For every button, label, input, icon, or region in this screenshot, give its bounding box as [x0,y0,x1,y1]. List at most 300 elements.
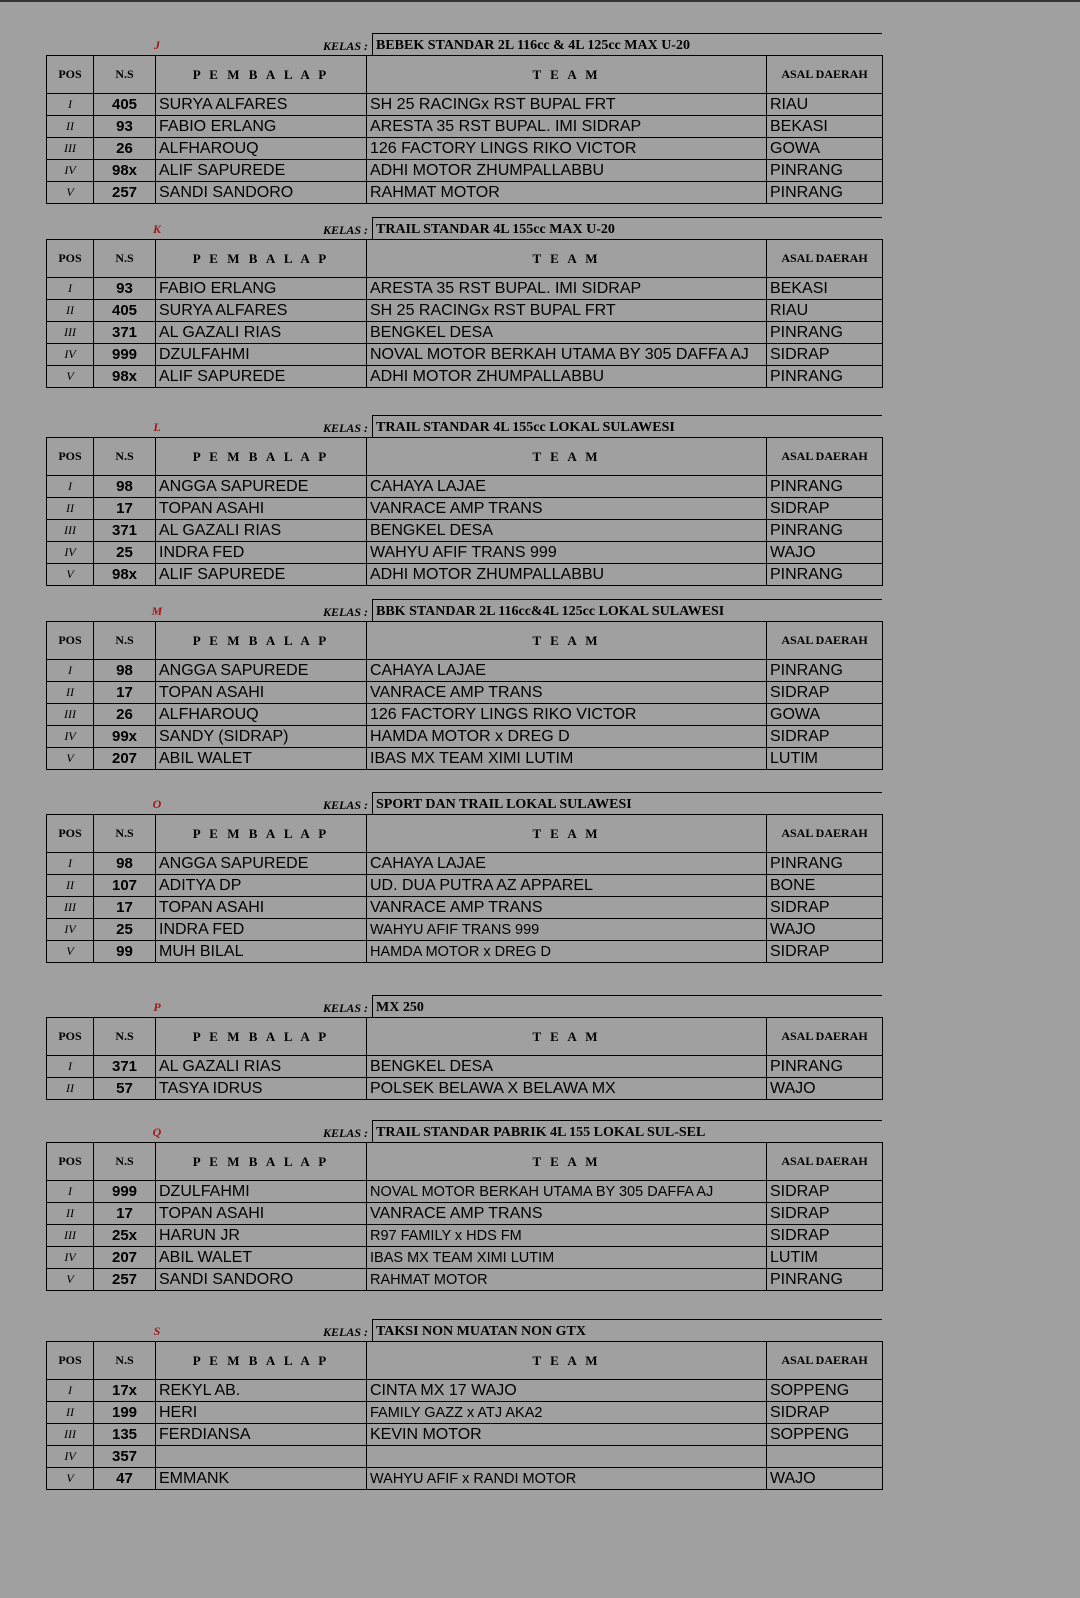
header-pos: POS [47,1018,94,1056]
rider-name-cell: ALIF SAPUREDE [156,564,367,586]
rider-name-cell: ADITYA DP [156,875,367,897]
position-cell: I [47,476,94,498]
start-number-cell: 25x [94,1225,156,1247]
origin-cell: WAJO [767,1078,883,1100]
team-cell: CINTA MX 17 WAJO [367,1380,767,1402]
header-pembalap: P E M B A L A P [156,815,367,853]
position-cell: V [47,564,94,586]
kelas-label: KELAS : [322,39,368,53]
team-cell: CAHAYA LAJAE [367,853,767,875]
origin-cell: BONE [767,875,883,897]
start-number-cell: 999 [94,344,156,366]
position-cell: V [47,1269,94,1291]
origin-cell: SIDRAP [767,1402,883,1424]
origin-cell: PINRANG [767,1056,883,1078]
class-letter: P [153,1000,161,1014]
team-cell: ARESTA 35 RST BUPAL. IMI SIDRAP [367,278,767,300]
kelas-header [46,599,882,621]
kelas-label: KELAS : [322,605,368,619]
position-cell: I [47,94,94,116]
origin-cell: PINRANG [767,520,883,542]
start-number-cell: 199 [94,1402,156,1424]
header-row [47,622,883,660]
header-pembalap: P E M B A L A P [156,56,367,94]
class-letter: S [153,1324,161,1338]
result-section [46,995,882,1100]
header-team: T E A M [367,1143,767,1181]
header-row [47,1018,883,1056]
team-cell: ADHI MOTOR ZHUMPALLABBU [367,564,767,586]
start-number-cell: 371 [94,322,156,344]
position-cell: II [47,1203,94,1225]
result-section [46,1319,882,1490]
team-cell: KEVIN MOTOR [367,1424,767,1446]
header-row [47,240,883,278]
table-row [47,1056,883,1078]
result-section [46,33,882,204]
start-number-cell: 26 [94,704,156,726]
kelas-label: KELAS : [322,798,368,812]
header-ns: N.S [94,1018,156,1056]
rider-name-cell: TOPAN ASAHI [156,897,367,919]
header-pembalap: P E M B A L A P [156,622,367,660]
start-number-cell: 17 [94,1203,156,1225]
start-number-cell: 17 [94,682,156,704]
header-row [47,815,883,853]
header-asal-daerah: ASAL DAERAH [767,815,883,853]
header-ns: N.S [94,1342,156,1380]
origin-cell: SIDRAP [767,498,883,520]
start-number-cell: 257 [94,1269,156,1291]
start-number-cell: 135 [94,1424,156,1446]
team-cell: BENGKEL DESA [367,1056,767,1078]
table-row [47,1446,883,1468]
origin-cell: WAJO [767,1468,883,1490]
team-cell: BENGKEL DESA [367,322,767,344]
position-cell: II [47,1078,94,1100]
team-cell: UD. DUA PUTRA AZ APPAREL [367,875,767,897]
header-asal-daerah: ASAL DAERAH [767,1143,883,1181]
kelas-header [46,1120,882,1142]
header-ns: N.S [94,622,156,660]
table-row [47,1402,883,1424]
class-letter: M [151,604,163,618]
position-cell: I [47,853,94,875]
header-asal-daerah: ASAL DAERAH [767,438,883,476]
table-row [47,726,883,748]
table-row [47,1247,883,1269]
position-cell: II [47,498,94,520]
origin-cell: SIDRAP [767,941,883,963]
rider-name-cell: ALFHAROUQ [156,704,367,726]
start-number-cell: 207 [94,1247,156,1269]
class-name: TRAIL STANDAR 4L 155cc LOKAL SULAWESI [372,415,882,437]
header-pos: POS [47,240,94,278]
origin-cell: GOWA [767,138,883,160]
result-section [46,792,882,963]
position-cell: V [47,748,94,770]
rider-name-cell: HERI [156,1402,367,1424]
start-number-cell: 47 [94,1468,156,1490]
origin-cell: PINRANG [767,1269,883,1291]
origin-cell: PINRANG [767,160,883,182]
team-cell: FAMILY GAZZ x ATJ AKA2 [367,1402,767,1424]
position-cell: III [47,1424,94,1446]
table-row [47,1468,883,1490]
start-number-cell: 405 [94,300,156,322]
table-row [47,278,883,300]
position-cell: III [47,520,94,542]
origin-cell: SOPPENG [767,1380,883,1402]
team-cell: VANRACE AMP TRANS [367,897,767,919]
header-asal-daerah: ASAL DAERAH [767,56,883,94]
position-cell: I [47,278,94,300]
rider-name-cell: TOPAN ASAHI [156,682,367,704]
team-cell: ADHI MOTOR ZHUMPALLABBU [367,160,767,182]
header-team: T E A M [367,1342,767,1380]
header-ns: N.S [94,438,156,476]
header-row [47,1342,883,1380]
header-ns: N.S [94,56,156,94]
table-row [47,875,883,897]
class-letter: Q [152,1125,162,1139]
team-cell: POLSEK BELAWA X BELAWA MX [367,1078,767,1100]
rider-name-cell: INDRA FED [156,919,367,941]
start-number-cell: 98x [94,564,156,586]
rider-name-cell: ABIL WALET [156,1247,367,1269]
origin-cell: SIDRAP [767,897,883,919]
team-cell: NOVAL MOTOR BERKAH UTAMA BY 305 DAFFA AJ [367,1181,767,1203]
results-table [46,621,883,770]
result-section [46,599,882,770]
table-row [47,138,883,160]
rider-name-cell: TASYA IDRUS [156,1078,367,1100]
header-team: T E A M [367,56,767,94]
team-cell: BENGKEL DESA [367,520,767,542]
position-cell: III [47,138,94,160]
team-cell: SH 25 RACINGx RST BUPAL FRT [367,94,767,116]
position-cell: II [47,116,94,138]
header-team: T E A M [367,438,767,476]
origin-cell: PINRANG [767,564,883,586]
table-row [47,300,883,322]
kelas-label: KELAS : [322,1325,368,1339]
header-team: T E A M [367,622,767,660]
start-number-cell: 107 [94,875,156,897]
origin-cell: GOWA [767,704,883,726]
origin-cell: SOPPENG [767,1424,883,1446]
results-table [46,239,883,388]
rider-name-cell: FERDIANSA [156,1424,367,1446]
start-number-cell: 99 [94,941,156,963]
origin-cell: BEKASI [767,278,883,300]
table-row [47,1380,883,1402]
origin-cell: PINRANG [767,660,883,682]
start-number-cell: 26 [94,138,156,160]
start-number-cell: 371 [94,1056,156,1078]
position-cell: IV [47,542,94,564]
header-asal-daerah: ASAL DAERAH [767,1018,883,1056]
origin-cell: LUTIM [767,1247,883,1269]
rider-name-cell: SANDI SANDORO [156,1269,367,1291]
start-number-cell: 17 [94,897,156,919]
team-cell: WAHYU AFIF TRANS 999 [367,919,767,941]
kelas-header [46,33,882,55]
table-row [47,1203,883,1225]
position-cell: IV [47,726,94,748]
table-row [47,520,883,542]
rider-name-cell: DZULFAHMI [156,1181,367,1203]
header-row [47,438,883,476]
position-cell: III [47,704,94,726]
rider-name-cell: ANGGA SAPUREDE [156,853,367,875]
position-cell: II [47,300,94,322]
table-row [47,160,883,182]
header-pos: POS [47,815,94,853]
start-number-cell: 405 [94,94,156,116]
rider-name-cell: AL GAZALI RIAS [156,322,367,344]
class-name: SPORT DAN TRAIL LOKAL SULAWESI [372,792,882,814]
origin-cell: SIDRAP [767,726,883,748]
header-team: T E A M [367,240,767,278]
team-cell: 126 FACTORY LINGS RIKO VICTOR [367,138,767,160]
position-cell: V [47,182,94,204]
table-row [47,941,883,963]
class-letter: K [152,222,161,236]
start-number-cell: 207 [94,748,156,770]
results-table [46,55,883,204]
table-row [47,660,883,682]
team-cell: IBAS MX TEAM XIMI LUTIM [367,1247,767,1269]
position-cell: II [47,1402,94,1424]
header-pembalap: P E M B A L A P [156,1143,367,1181]
position-cell: III [47,897,94,919]
header-team: T E A M [367,1018,767,1056]
class-name: TAKSI NON MUATAN NON GTX [372,1319,882,1341]
rider-name-cell: TOPAN ASAHI [156,1203,367,1225]
team-cell: VANRACE AMP TRANS [367,1203,767,1225]
position-cell: II [47,682,94,704]
rider-name-cell: SANDI SANDORO [156,182,367,204]
table-row [47,94,883,116]
position-cell: IV [47,160,94,182]
table-row [47,1078,883,1100]
team-cell: HAMDA MOTOR x DREG D [367,941,767,963]
rider-name-cell: ALIF SAPUREDE [156,366,367,388]
origin-cell: SIDRAP [767,344,883,366]
start-number-cell: 98x [94,366,156,388]
rider-name-cell: ABIL WALET [156,748,367,770]
class-letter: J [154,38,160,52]
start-number-cell: 93 [94,116,156,138]
start-number-cell: 98 [94,853,156,875]
class-name: MX 250 [372,995,882,1017]
header-team: T E A M [367,815,767,853]
rider-name-cell: EMMANK [156,1468,367,1490]
header-pos: POS [47,1342,94,1380]
team-cell: IBAS MX TEAM XIMI LUTIM [367,748,767,770]
start-number-cell: 17 [94,498,156,520]
header-pembalap: P E M B A L A P [156,1018,367,1056]
table-row [47,476,883,498]
result-section [46,415,882,586]
header-pembalap: P E M B A L A P [156,1342,367,1380]
kelas-label: KELAS : [322,421,368,435]
table-row [47,1181,883,1203]
header-pos: POS [47,1143,94,1181]
results-table [46,1017,883,1100]
results-table [46,437,883,586]
origin-cell: RIAU [767,300,883,322]
kelas-header [46,792,882,814]
start-number-cell: 999 [94,1181,156,1203]
header-pembalap: P E M B A L A P [156,438,367,476]
team-cell: RAHMAT MOTOR [367,182,767,204]
table-row [47,542,883,564]
team-cell: CAHAYA LAJAE [367,476,767,498]
start-number-cell: 257 [94,182,156,204]
start-number-cell: 98x [94,160,156,182]
header-pos: POS [47,438,94,476]
position-cell: V [47,366,94,388]
team-cell: VANRACE AMP TRANS [367,682,767,704]
team-cell: HAMDA MOTOR x DREG D [367,726,767,748]
team-cell: CAHAYA LAJAE [367,660,767,682]
start-number-cell: 57 [94,1078,156,1100]
team-cell: SH 25 RACINGx RST BUPAL FRT [367,300,767,322]
position-cell: II [47,875,94,897]
header-asal-daerah: ASAL DAERAH [767,622,883,660]
rider-name-cell: AL GAZALI RIAS [156,1056,367,1078]
results-table [46,1142,883,1291]
position-cell: V [47,1468,94,1490]
header-pos: POS [47,622,94,660]
header-asal-daerah: ASAL DAERAH [767,240,883,278]
position-cell: I [47,660,94,682]
result-section [46,1120,882,1291]
start-number-cell: 25 [94,542,156,564]
header-ns: N.S [94,1143,156,1181]
team-cell: VANRACE AMP TRANS [367,498,767,520]
rider-name-cell [156,1446,367,1468]
header-asal-daerah: ASAL DAERAH [767,1342,883,1380]
rider-name-cell: DZULFAHMI [156,344,367,366]
position-cell: III [47,322,94,344]
team-cell: 126 FACTORY LINGS RIKO VICTOR [367,704,767,726]
rider-name-cell: INDRA FED [156,542,367,564]
position-cell: III [47,1225,94,1247]
kelas-label: KELAS : [322,1001,368,1015]
position-cell: IV [47,1247,94,1269]
team-cell: WAHYU AFIF x RANDI MOTOR [367,1468,767,1490]
table-row [47,897,883,919]
kelas-label: KELAS : [322,1126,368,1140]
rider-name-cell: SURYA ALFARES [156,300,367,322]
rider-name-cell: ANGGA SAPUREDE [156,476,367,498]
header-pos: POS [47,56,94,94]
origin-cell: WAJO [767,919,883,941]
origin-cell: SIDRAP [767,1181,883,1203]
rider-name-cell: AL GAZALI RIAS [156,520,367,542]
start-number-cell: 25 [94,919,156,941]
team-cell [367,1446,767,1468]
position-cell: I [47,1056,94,1078]
table-row [47,344,883,366]
table-row [47,1424,883,1446]
kelas-header [46,995,882,1017]
class-name: TRAIL STANDAR PABRIK 4L 155 LOKAL SUL-SEL [372,1120,882,1142]
results-table [46,1341,883,1490]
origin-cell: PINRANG [767,476,883,498]
kelas-header [46,217,882,239]
rider-name-cell: FABIO ERLANG [156,116,367,138]
team-cell: NOVAL MOTOR BERKAH UTAMA BY 305 DAFFA AJ [367,344,767,366]
table-row [47,682,883,704]
start-number-cell: 93 [94,278,156,300]
header-ns: N.S [94,815,156,853]
top-border [0,0,1080,2]
origin-cell: PINRANG [767,182,883,204]
position-cell: I [47,1380,94,1402]
origin-cell: PINRANG [767,366,883,388]
position-cell: IV [47,919,94,941]
origin-cell: LUTIM [767,748,883,770]
position-cell: I [47,1181,94,1203]
origin-cell: PINRANG [767,322,883,344]
position-cell: IV [47,344,94,366]
header-row [47,1143,883,1181]
table-row [47,366,883,388]
origin-cell [767,1446,883,1468]
table-row [47,1269,883,1291]
origin-cell: SIDRAP [767,1203,883,1225]
origin-cell: BEKASI [767,116,883,138]
class-name: TRAIL STANDAR 4L 155cc MAX U-20 [372,217,882,239]
table-row [47,498,883,520]
rider-name-cell: ALFHAROUQ [156,138,367,160]
rider-name-cell: TOPAN ASAHI [156,498,367,520]
table-row [47,704,883,726]
table-row [47,116,883,138]
header-row [47,56,883,94]
kelas-header [46,1319,882,1341]
origin-cell: PINRANG [767,853,883,875]
table-row [47,1225,883,1247]
rider-name-cell: FABIO ERLANG [156,278,367,300]
origin-cell: WAJO [767,542,883,564]
origin-cell: SIDRAP [767,682,883,704]
table-row [47,853,883,875]
team-cell: RAHMAT MOTOR [367,1269,767,1291]
class-name: BBK STANDAR 2L 116cc&4L 125cc LOKAL SULAWESI [372,599,882,621]
kelas-header [46,415,882,437]
position-cell: V [47,941,94,963]
result-section [46,217,882,388]
rider-name-cell: HARUN JR [156,1225,367,1247]
class-letter: L [153,420,161,434]
team-cell: ADHI MOTOR ZHUMPALLABBU [367,366,767,388]
start-number-cell: 17x [94,1380,156,1402]
start-number-cell: 371 [94,520,156,542]
origin-cell: RIAU [767,94,883,116]
header-ns: N.S [94,240,156,278]
class-letter: O [152,797,162,811]
class-name: BEBEK STANDAR 2L 116cc & 4L 125cc MAX U-20 [372,33,882,55]
team-cell: R97 FAMILY x HDS FM [367,1225,767,1247]
rider-name-cell: REKYL AB. [156,1380,367,1402]
table-row [47,564,883,586]
table-row [47,748,883,770]
